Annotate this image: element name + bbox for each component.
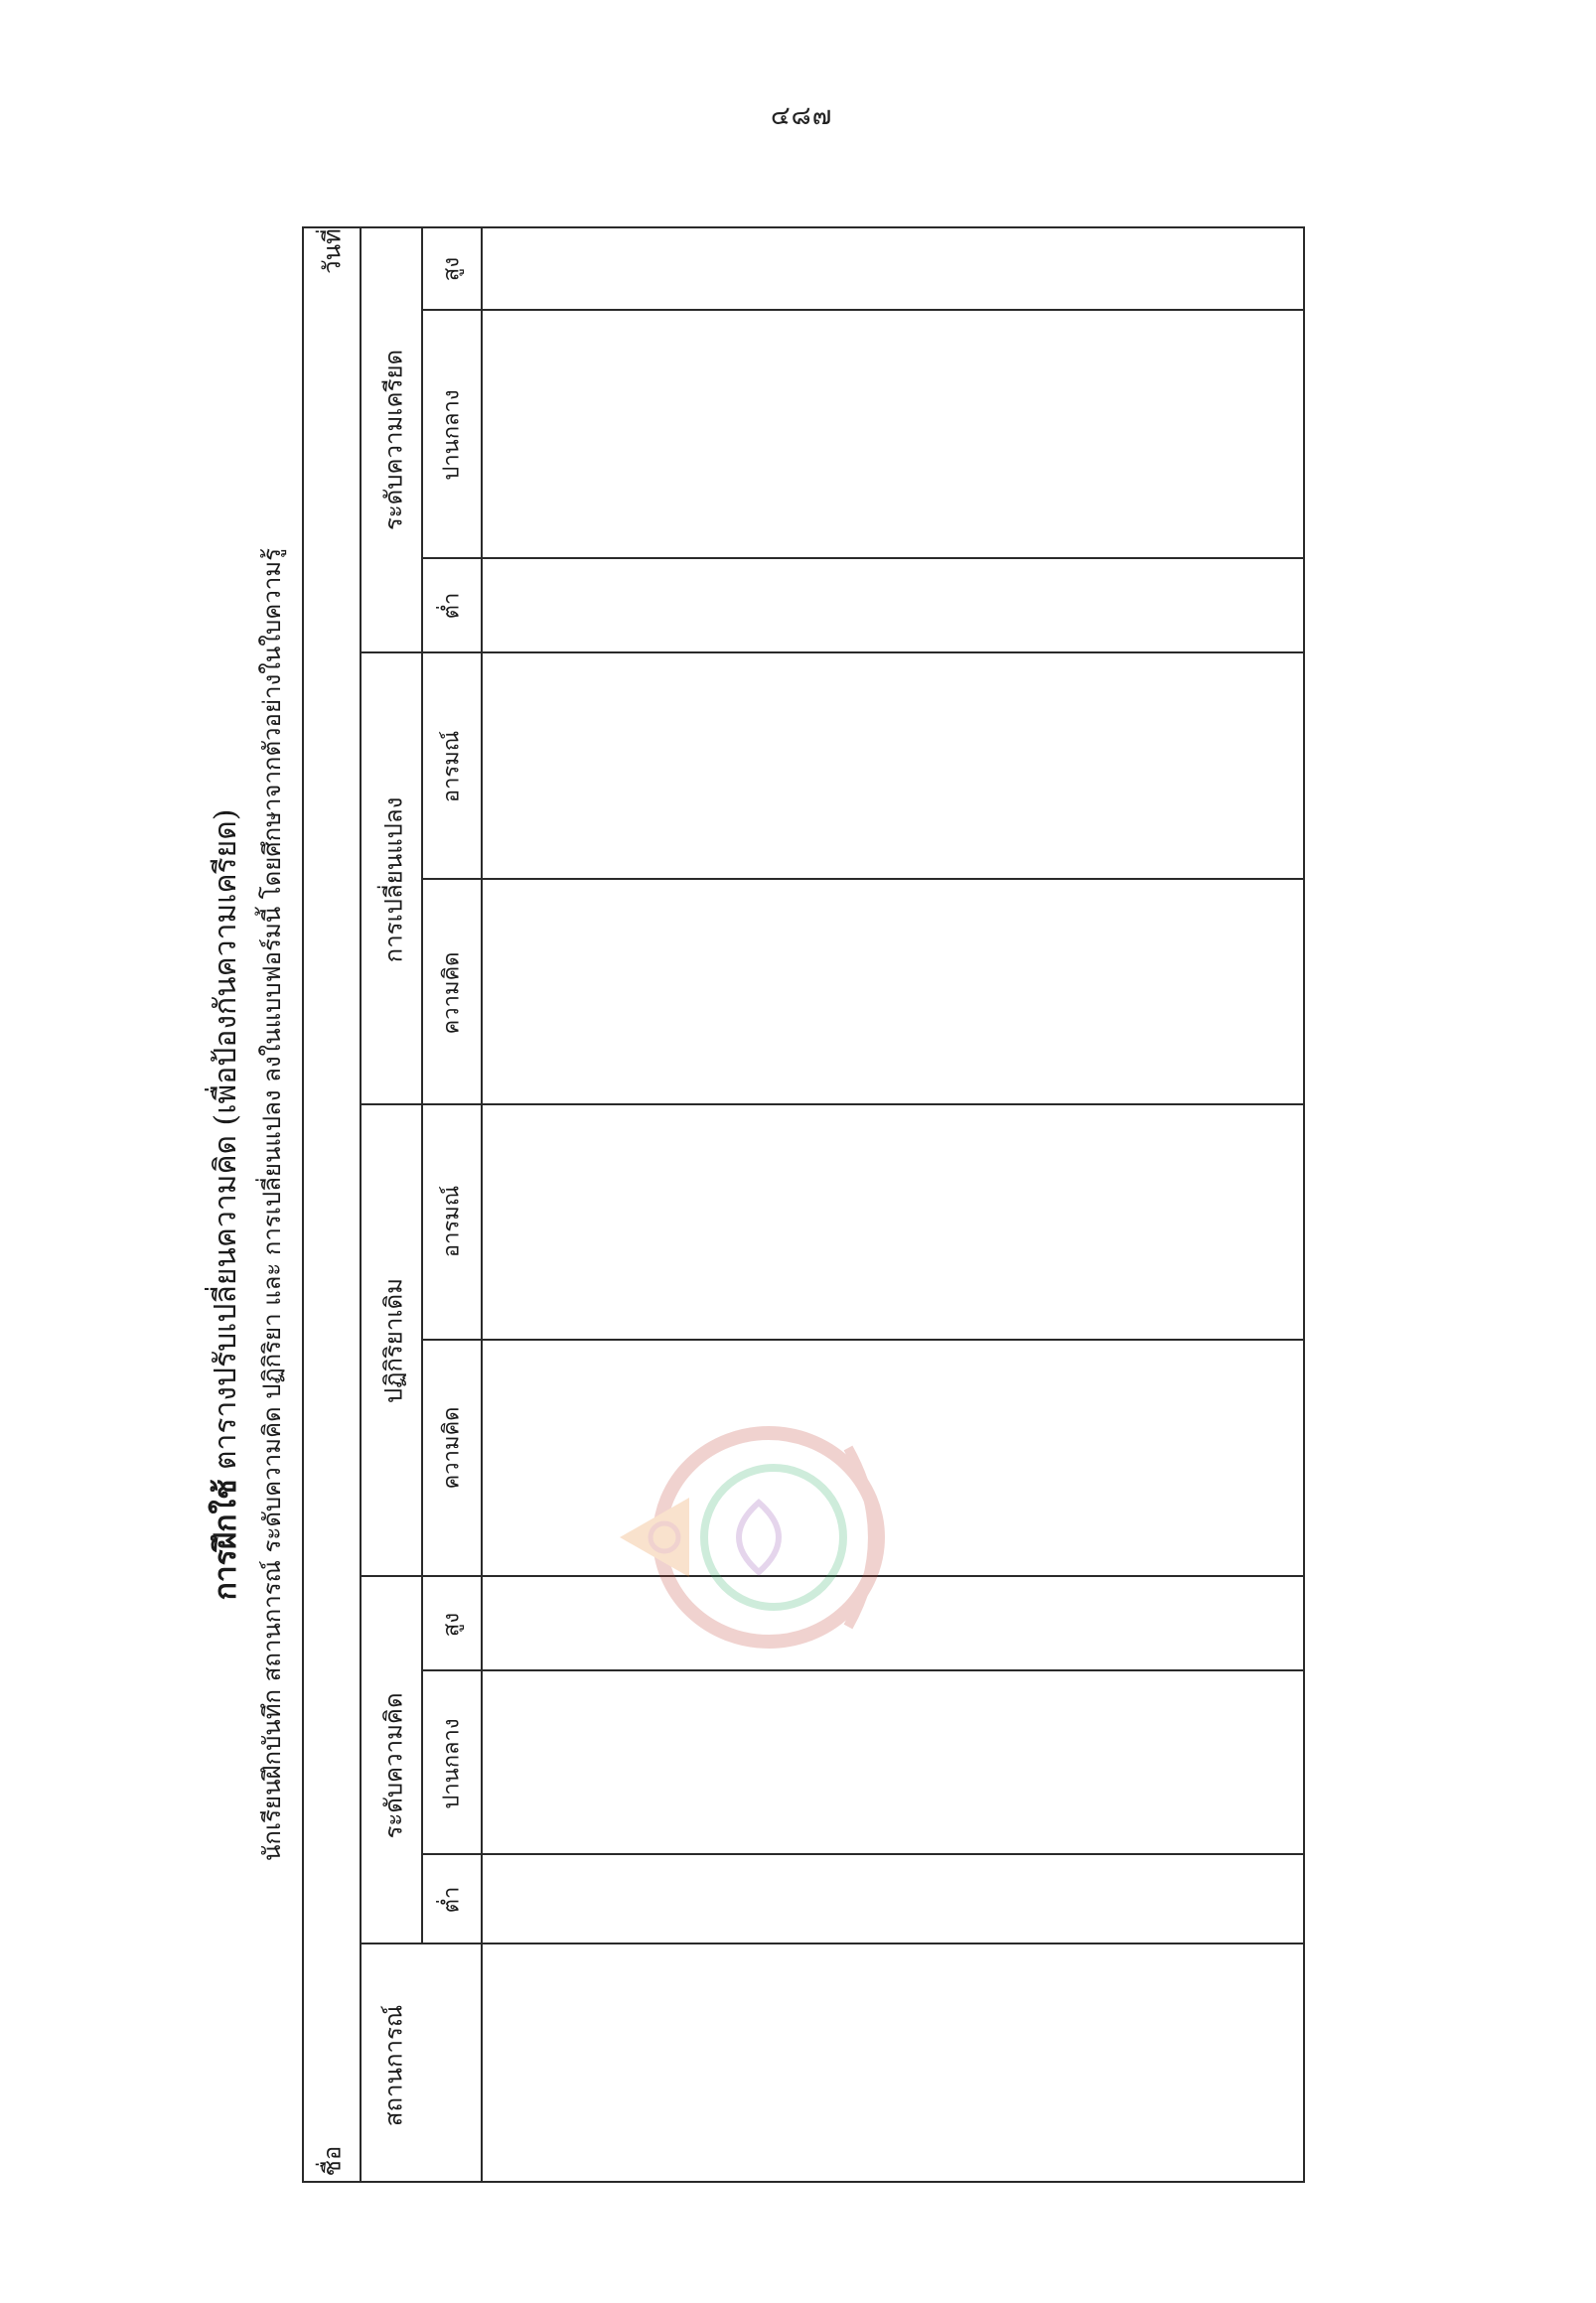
worksheet-title (203, 226, 249, 2183)
header-change: การเปลี่ยนแปลง (379, 796, 408, 963)
header-reaction-thought: ความคิด (439, 1406, 465, 1490)
table-border-top (302, 226, 304, 2183)
worksheet-instruction: นักเรียนฝึกบันทึก สถานการณ์ ระดับความคิด ปฏิกิริยา และ การเปลี่ยนแปลง ลงในแบบฟอร์มนี้ โดยศึกษาจากตัวอย่างในใบความรู้ (258, 548, 286, 1862)
name-row-divider (360, 226, 362, 2183)
header-stress-level-high: สูง (439, 256, 465, 282)
col-divider-tl-low (421, 1853, 1303, 1855)
obec-emblem-icon (600, 1388, 898, 1686)
header-situation: สถานการณ์ (379, 2004, 408, 2127)
header-original-reaction: ปฏิกิริยาเดิม (379, 1278, 408, 1403)
col-divider-sl-low (421, 557, 1303, 559)
col-divider-reaction-mid (421, 1339, 1303, 1341)
name-label[interactable]: ชื่อ (318, 2145, 347, 2177)
header-change-thought: ความคิด (439, 951, 465, 1035)
header-thought-level-high: สูง (439, 1612, 465, 1638)
col-divider-reaction (360, 1103, 1303, 1105)
header-thought-level-medium: ปานกลาง (439, 1718, 465, 1809)
subheader-divider (421, 226, 423, 1944)
page-number: ๔๘๗ (771, 101, 833, 131)
header-reaction-emotion: อารมณ์ (439, 1185, 465, 1258)
thought-record-table (302, 226, 1305, 2183)
table-border-left (302, 2181, 1305, 2183)
header-stress-level-medium: ปานกลาง (439, 389, 465, 481)
title-bold: การฝึกใช้ (209, 1479, 243, 1601)
col-divider-situation (360, 1943, 1303, 1944)
worksheet-sheet (193, 226, 1275, 2183)
header-stress-level: ระดับความเครียด (379, 349, 408, 531)
header-stress-level-low: ต่ำ (439, 592, 465, 620)
col-divider-change (360, 651, 1303, 653)
title-rest: ตารางปรับเปลี่ยนความคิด (เพื่อป้องกันความเครียด) (209, 808, 243, 1480)
col-divider-sl-medium (421, 309, 1303, 311)
table-border-bottom (1303, 226, 1305, 2183)
col-divider-change-mid (421, 878, 1303, 880)
header-thought-level-low: ต่ำ (439, 1886, 465, 1914)
header-body-divider (481, 226, 483, 2183)
header-change-emotion: อารมณ์ (439, 730, 465, 803)
date-label[interactable]: วันที่ (318, 228, 347, 274)
table-border-right (302, 226, 1305, 228)
header-thought-level: ระดับความคิด (379, 1692, 408, 1839)
